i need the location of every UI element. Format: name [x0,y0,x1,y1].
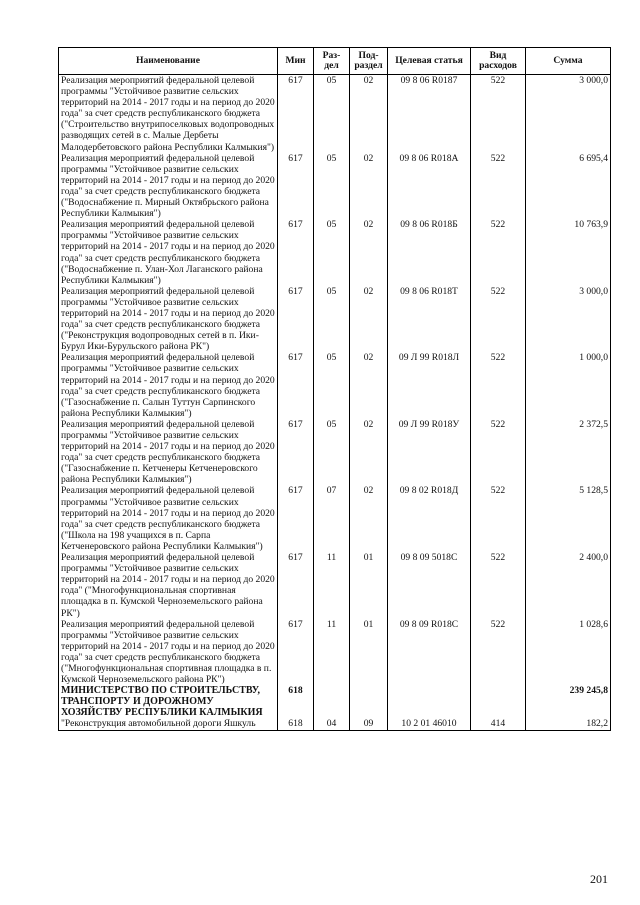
row-vid: 522 [471,75,526,153]
row-podrazdel: 02 [350,286,388,353]
table-row [59,552,611,619]
row-podrazdel: 02 [350,352,388,419]
row-vid: 414 [471,718,526,730]
row-sum: 10 763,9 [526,219,611,286]
header-vid: Вид расходов [471,48,526,75]
ministry-row [59,685,611,718]
row-min: 617 [278,75,314,153]
header-podrazdel: Под- раздел [350,48,388,75]
row-sum: 5 128,5 [526,485,611,552]
row-podrazdel: 01 [350,619,388,686]
page-number: 201 [590,872,608,886]
row-sum: 2 400,0 [526,552,611,619]
row-razdel: 05 [314,286,350,353]
row-vid: 522 [471,219,526,286]
row-sum: 3 000,0 [526,75,611,153]
row-sum: 1 000,0 [526,352,611,419]
row-name: Реализация мероприятий федеральной целевой программы "Устойчивое развитие сельских территорий на 2014 - 2017 годы и на период до 2020 года" за счет средств республиканского бюджета ("Школа на 198 учащихся в п. Сарпа Кетченеровского района Республики Калмыкия") [59,485,278,552]
row-podrazdel: 02 [350,219,388,286]
table-row [59,219,611,286]
row-target: 09 8 06 R018A [388,153,471,220]
row-target: 09 8 09 5018С [388,552,471,619]
row-razdel: 04 [314,718,350,730]
row-razdel: 11 [314,619,350,686]
table-row [59,485,611,552]
row-target: 10 2 01 46010 [388,718,471,730]
row-razdel: 11 [314,552,350,619]
row-target: 09 8 06 R018Т [388,286,471,353]
row-min: 617 [278,552,314,619]
ministry-name: МИНИСТЕРСТВО ПО СТРОИТЕЛЬСТВУ, ТРАНСПОРТУ И ДОРОЖНОМУ ХОЗЯЙСТВУ РЕСПУБЛИКИ КАЛМЫКИЯ [59,685,278,718]
row-name: Реализация мероприятий федеральной целевой программы "Устойчивое развитие сельских территорий на 2014 - 2017 годы и на период до 2020 года" за счет средств республиканского бюджета ("Газоснабжение п. Салын Туттун Сарпинского района Республики Калмыкия") [59,352,278,419]
row-vid: 522 [471,153,526,220]
row-name: Реализация мероприятий федеральной целевой программы "Устойчивое развитие сельских территорий на 2014 - 2017 годы и на период до 2020 года" за счет средств республиканского бюджета ("Водоснабжение п. Мирный Октябрьского района Республики Калмыкия") [59,153,278,220]
row-sum: 6 695,4 [526,153,611,220]
row-vid: 522 [471,485,526,552]
table-body [59,75,611,731]
row-vid: 522 [471,619,526,686]
row-vid: 522 [471,552,526,619]
row-podrazdel: 09 [350,718,388,730]
row-name: Реализация мероприятий федеральной целевой программы "Устойчивое развитие сельских территорий на 2014 - 2017 годы и на период до 2020 года" за счет средств республиканского бюджета ("Водоснабжение п. Улан-Хол Лаганского района Республики Калмыкия") [59,219,278,286]
row-name: Реализация мероприятий федеральной целевой программы "Устойчивое развитие сельских территорий на 2014 - 2017 годы и на период до 2020 года" за счет средств республиканского бюджета ("Газоснабжение п. Кетченеры Кетченеровского района Республики Калмыкия") [59,419,278,486]
row-name: Реализация мероприятий федеральной целевой программы "Устойчивое развитие сельских территорий на 2014 - 2017 годы и на период до 2020 года" ("Многофункциональная спортивная площадка в п. Кумской Черноземельского района РК") [59,552,278,619]
row-min: 618 [278,718,314,730]
table-row [59,619,611,686]
row-razdel: 05 [314,419,350,486]
row-min: 617 [278,485,314,552]
row-podrazdel: 02 [350,485,388,552]
table-row [59,718,611,730]
row-razdel: 05 [314,352,350,419]
row-min: 617 [278,219,314,286]
table-row [59,352,611,419]
row-podrazdel: 02 [350,75,388,153]
header-razdel: Раз- дел [314,48,350,75]
row-podrazdel: 01 [350,552,388,619]
table-row [59,286,611,353]
table-row [59,419,611,486]
row-target: 09 Л 99 R018У [388,419,471,486]
header-target: Целевая статья [388,48,471,75]
header-name: Наименование [59,48,278,75]
row-sum: 2 372,5 [526,419,611,486]
row-razdel: 05 [314,153,350,220]
row-podrazdel: 02 [350,419,388,486]
row-razdel: 07 [314,485,350,552]
row-name: "Реконструкция автомобильной дороги Яшкуль [59,718,278,730]
row-target: 09 Л 99 R018Л [388,352,471,419]
table-header [59,48,611,75]
row-razdel: 05 [314,75,350,153]
row-name: Реализация мероприятий федеральной целевой программы "Устойчивое развитие сельских территорий на 2014 - 2017 годы и на период до 2020 года" за счет средств республиканского бюджета ("Многофункциональная спортивная площадка в п. Кумской Черноземельского района РК") [59,619,278,686]
row-vid: 522 [471,419,526,486]
row-target: 09 8 09 R018С [388,619,471,686]
row-razdel: 05 [314,219,350,286]
ministry-min: 618 [278,685,314,718]
row-sum: 182,2 [526,718,611,730]
row-sum: 1 028,6 [526,619,611,686]
row-vid: 522 [471,352,526,419]
table-row [59,75,611,153]
row-podrazdel: 02 [350,153,388,220]
row-target: 09 8 02 R018Д [388,485,471,552]
row-min: 617 [278,153,314,220]
row-min: 617 [278,286,314,353]
ministry-sum: 239 245,8 [526,685,611,718]
row-min: 617 [278,352,314,419]
row-sum: 3 000,0 [526,286,611,353]
header-min: Мин [278,48,314,75]
row-min: 617 [278,419,314,486]
row-target: 09 8 06 R018Б [388,219,471,286]
header-sum: Сумма [526,48,611,75]
row-min: 617 [278,619,314,686]
row-name: Реализация мероприятий федеральной целевой программы "Устойчивое развитие сельских территорий на 2014 - 2017 годы и на период до 2020 года" за счет средств республиканского бюджета ("Строительство внутрипоселковых водопроводных разводящих сетей в с. Малые Дербеты Малодербетовского района Республики Калмыкия") [59,75,278,153]
row-vid: 522 [471,286,526,353]
row-name: Реализация мероприятий федеральной целевой программы "Устойчивое развитие сельских территорий на 2014 - 2017 годы и на период до 2020 года" за счет средств республиканского бюджета ("Реконструкция водопроводных сетей в п. Ики-Бурул Ики-Бурульского района РК") [59,286,278,353]
row-target: 09 8 06 R0187 [388,75,471,153]
table-row [59,153,611,220]
budget-table [58,47,611,731]
